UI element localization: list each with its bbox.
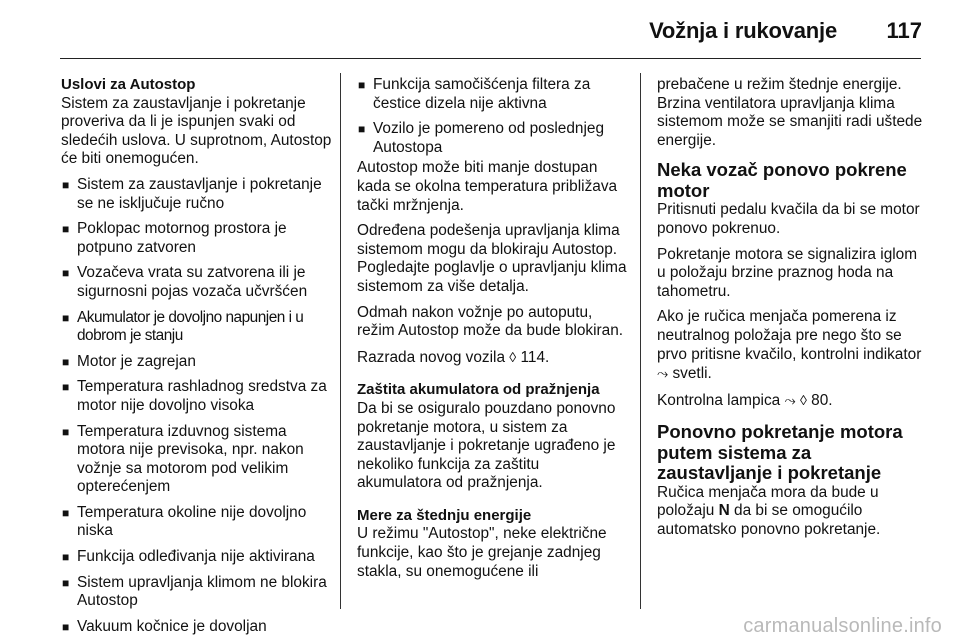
page-reference: 114. [520, 348, 550, 366]
bullet-icon: ■ [358, 122, 366, 137]
paragraph: Odmah nakon vožnje po autoputu, režim Autostop može da bude blokiran. [357, 303, 624, 340]
list-item: ■ Funkcija odleđivanja nije aktivirana [62, 548, 315, 566]
list-item: ■ Motor je zagrejan [62, 352, 196, 370]
list-item: ■ Poklopac motornog prostora je potpuno zatvoren [62, 220, 287, 256]
reference-arrow-icon: ◊ [509, 348, 517, 365]
autostop-indicator-icon: ⤳ [657, 365, 669, 382]
chapter-title: Vožnja i rukovanje [649, 18, 837, 43]
list-item: ■ Vozačeva vrata su zatvorena ili je sigurnosni pojas vozača učvršćen [62, 264, 308, 300]
section-heading: Neka vozač ponovo pokrene motor [657, 159, 907, 201]
bullet-icon: ■ [62, 380, 70, 395]
paragraph: Ručica menjača mora da bude u položaju N da bi se omogućilo automatsko ponovno pokretanje. [657, 483, 881, 538]
bullet-icon: ■ [62, 354, 70, 369]
bullet-icon: ■ [62, 424, 70, 439]
bullet-icon: ■ [62, 310, 70, 325]
paragraph: Određena podešenja upravljanja klima sistemom mogu da blokiraju Autostop. Pogledajte poglavlje o upravljanju klima sistemom za više detalja. [357, 222, 627, 295]
list-item: ■ Funkcija samočišćenja filtera za čestice dizela nije aktivna [358, 76, 591, 112]
page-reference: 80. [811, 391, 833, 409]
paragraph: U režimu "Autostop", neke električne funkcije, kao što je grejanje zadnjeg stakla, su onemogućene ili [357, 525, 607, 580]
column-divider [640, 73, 641, 609]
section-heading: Mere za štednju energije [357, 506, 532, 524]
paragraph: Autostop može biti manje dostupan kada se okolna temperatura približava tački mržnjenja. [357, 159, 618, 214]
paragraph: Ako je ručica menjača pomerena iz neutralnog položaja pre nego što se prvo pritisne kvačilo, kontrolni indikator ⤳ svetli. [657, 308, 922, 383]
paragraph: Pokretanje motora se signalizira iglom u položaju brzine praznog hoda na tahometru. [657, 245, 918, 300]
paragraph: Pritisnuti pedalu kvačila da bi se motor ponovo pokrenuo. [657, 201, 920, 237]
column-2 [357, 76, 627, 588]
page-header [0, 0, 960, 64]
reference-arrow-icon: ◊ [799, 391, 807, 408]
gear-position-n: N [718, 502, 730, 520]
autostop-indicator-icon: ⤳ [784, 391, 796, 408]
paragraph: Sistem za zaustavljanje i pokretanje proveriva da li je ispunjen svaki od sledećih uslova. U suprotnom, Autostop će biti onemogućen. [61, 94, 332, 168]
section-heading: Ponovno pokretanje motora putem sistema za zaustavljanje i pokretanje [657, 421, 903, 484]
list-item: ■ Akumulator je dovoljno napunjen i u dobrom je stanju [62, 308, 304, 345]
column-divider [340, 73, 341, 609]
paragraph: Kontrolna lampica ⤳ ◊ 80. [657, 391, 833, 409]
list-item: ■ Temperatura izduvnog sistema motora nije previsoka, npr. nakon vožnje sa motorom pod velikim opterećenjem [62, 422, 304, 496]
bullet-icon: ■ [62, 505, 70, 520]
bullet-icon: ■ [62, 266, 70, 281]
bullet-icon: ■ [62, 177, 70, 192]
paragraph: Razrada novog vozila ◊ 114. [357, 348, 550, 366]
list-item: ■ Sistem za zaustavljanje i pokretanje se ne isključuje ručno [62, 175, 322, 212]
list-item: ■ Temperatura okoline nije dovoljno niska [62, 503, 307, 540]
page-number: 117 [886, 18, 922, 43]
list-item: ■ Vozilo je pomereno od poslednjeg Autostopa [358, 120, 605, 156]
list-item: ■ Sistem upravljanja klimom ne blokira Autostop [62, 573, 327, 610]
watermark: carmanualsonline.info [743, 615, 942, 637]
bullet-icon: ■ [62, 222, 70, 237]
section-heading: Zaštita akumulatora od pražnjenja [357, 381, 600, 399]
paragraph: Da bi se osiguralo pouzdano ponovno pokretanje motora, u sistem za zaustavljanje i pokretanje ugrađeno je nekoliko funkcija za zaštitu akumulatora od pražnjenja. [357, 399, 616, 492]
column-1 [61, 76, 333, 643]
paragraph: prebačene u režim štednje energije. Brzina ventilatora upravljanja klima sistemom može se smanjiti radi uštede energije. [657, 76, 923, 149]
bullet-icon: ■ [62, 575, 70, 590]
list-item: ■ Temperatura rashladnog sredstva za motor nije dovoljno visoka [62, 378, 327, 414]
list-item: ■ Vakuum kočnice je dovoljan [62, 617, 267, 635]
header-rule [60, 58, 921, 59]
bullet-icon: ■ [62, 550, 70, 565]
bullet-icon: ■ [62, 619, 70, 634]
section-heading: Uslovi za Autostop [61, 76, 196, 93]
column-3 [657, 76, 925, 547]
bullet-icon: ■ [358, 78, 366, 92]
